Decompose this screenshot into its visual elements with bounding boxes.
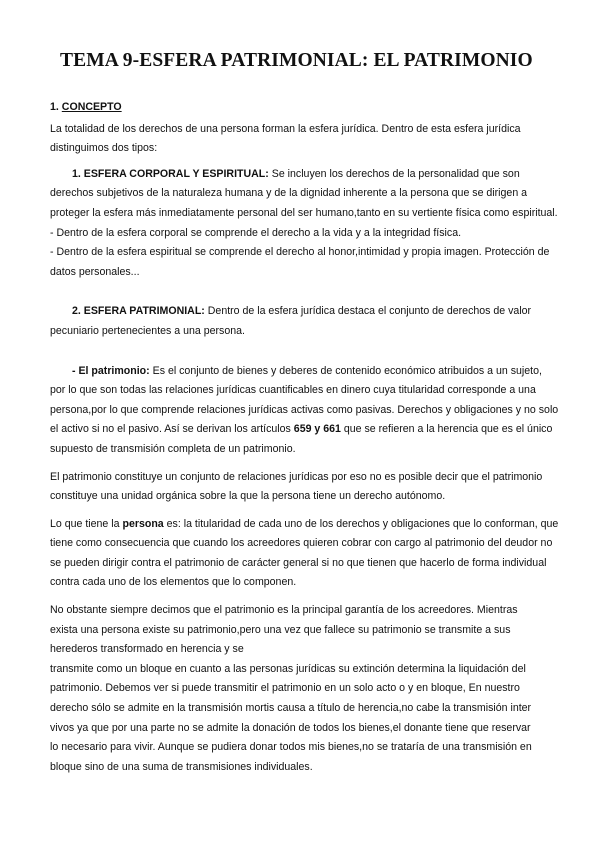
persona-prefix: Lo que tiene la <box>50 517 120 530</box>
final-line: No obstante siempre decimos que el patrimonio es la principal garantía de los acreedores. Mientras <box>50 604 518 617</box>
esfera-patrimonial-paragraph <box>50 302 560 341</box>
persona-bold: persona <box>122 517 164 530</box>
patrimonio-text-end: que se refieren a la herencia que es el único supuesto de transmisión completa de un patrimonio. <box>50 423 553 455</box>
final-line: bloque sino de una suma de transmisiones individuales. <box>50 760 313 773</box>
esfera-corporal-bullet: - Dentro de la esfera corporal se comprende el derecho a la vida y a la integridad física. <box>50 226 462 239</box>
intro-paragraph: La totalidad de los derechos de una persona forman la esfera jurídica. Dentro de esta esfera jurídica distinguimos dos tipos: <box>50 122 521 155</box>
final-line: lo necesario para vivir. Aunque se pudiera donar todos mis bienes,no se trataría de una transmisión en <box>50 741 532 754</box>
final-line: vivos ya que por una parte no se admite la donación de todos los bienes,el donante tiene que reservar <box>50 721 531 734</box>
esfera-corporal-paragraph <box>50 165 560 224</box>
esfera-espiritual-bullet: - Dentro de la esfera espiritual se comprende el derecho al honor,intimidad y propia imagen. Protección de datos personales... <box>50 246 550 278</box>
patrimonio-text: Es el conjunto de bienes y deberes de contenido económico atribuidos a un sujeto, por lo que son todas las relaciones jurídicas cuantificables en dinero cuya titularidad corresponde a una persona,por lo que comprende relaciones jurídicas activas como pasivas. Derechos y obligaciones y no solo el activo si no el pasivo. Así se derivan los artículos <box>50 364 559 436</box>
persona-paragraph <box>50 515 560 593</box>
patrimonio-label: - El patrimonio: <box>72 364 150 377</box>
constituye-paragraph: El patrimonio constituye un conjunto de relaciones jurídicas por eso no es posible decir que el patrimonio constituye una unidad orgánica sobre la que la persona tiene un derecho autónomo. <box>50 470 543 503</box>
section-number: 1. <box>50 101 59 113</box>
page-title: TEMA 9-ESFERA PATRIMONIAL: EL PATRIMONIO <box>60 50 533 71</box>
section-heading <box>50 98 560 118</box>
esfera-corporal-label: 1. ESFERA CORPORAL Y ESPIRITUAL: <box>72 167 269 180</box>
section-title: CONCEPTO <box>61 101 122 113</box>
document-body <box>50 98 560 777</box>
esfera-patrimonial-text: Dentro de la esfera jurídica destaca el conjunto de derechos de valor pecuniario pertenecientes a una persona. <box>50 305 532 337</box>
final-line: patrimonio. Debemos ver si puede transmitir el patrimonio en un solo acto o y en bloque, En nuestro <box>50 682 520 695</box>
esfera-patrimonial-label: 2. ESFERA PATRIMONIAL: <box>72 305 205 318</box>
patrimonio-paragraph <box>50 362 560 460</box>
final-paragraph <box>50 601 560 777</box>
final-line: transmite como un bloque en cuanto a las personas jurídicas su extinción determina la liquidación del <box>50 662 526 675</box>
final-line: herederos transformado en herencia y se <box>50 643 244 656</box>
final-line: exista una persona existe su patrimonio,pero una vez que fallece su patrimonio se transmite a sus <box>50 623 511 636</box>
persona-text: es: la titularidad de cada uno de los derechos y obligaciones que lo conforman, que tiene como consecuencia que cuando los acreedores quieren cobrar con cargo al patrimonio del deudor no se pueden dirigir contra el patrimonio de carácter general si no que tienen que hacerlo de forma individual contra cada uno de los elementos que lo componen. <box>50 517 559 589</box>
esfera-corporal-text: Se incluyen los derechos de la personalidad que son derechos subjetivos de la naturaleza humana y de la dignidad inherente a la persona que se dirigen a proteger la esfera más inmediatamente personal del ser humano,tanto en su vertiente física como espiritual. <box>50 167 558 219</box>
final-line: derecho sólo se admite en la transmisión mortis causa a título de herencia,no cabe la transmisión inter <box>50 702 532 715</box>
articles-reference: 659 y 661 <box>293 423 341 436</box>
